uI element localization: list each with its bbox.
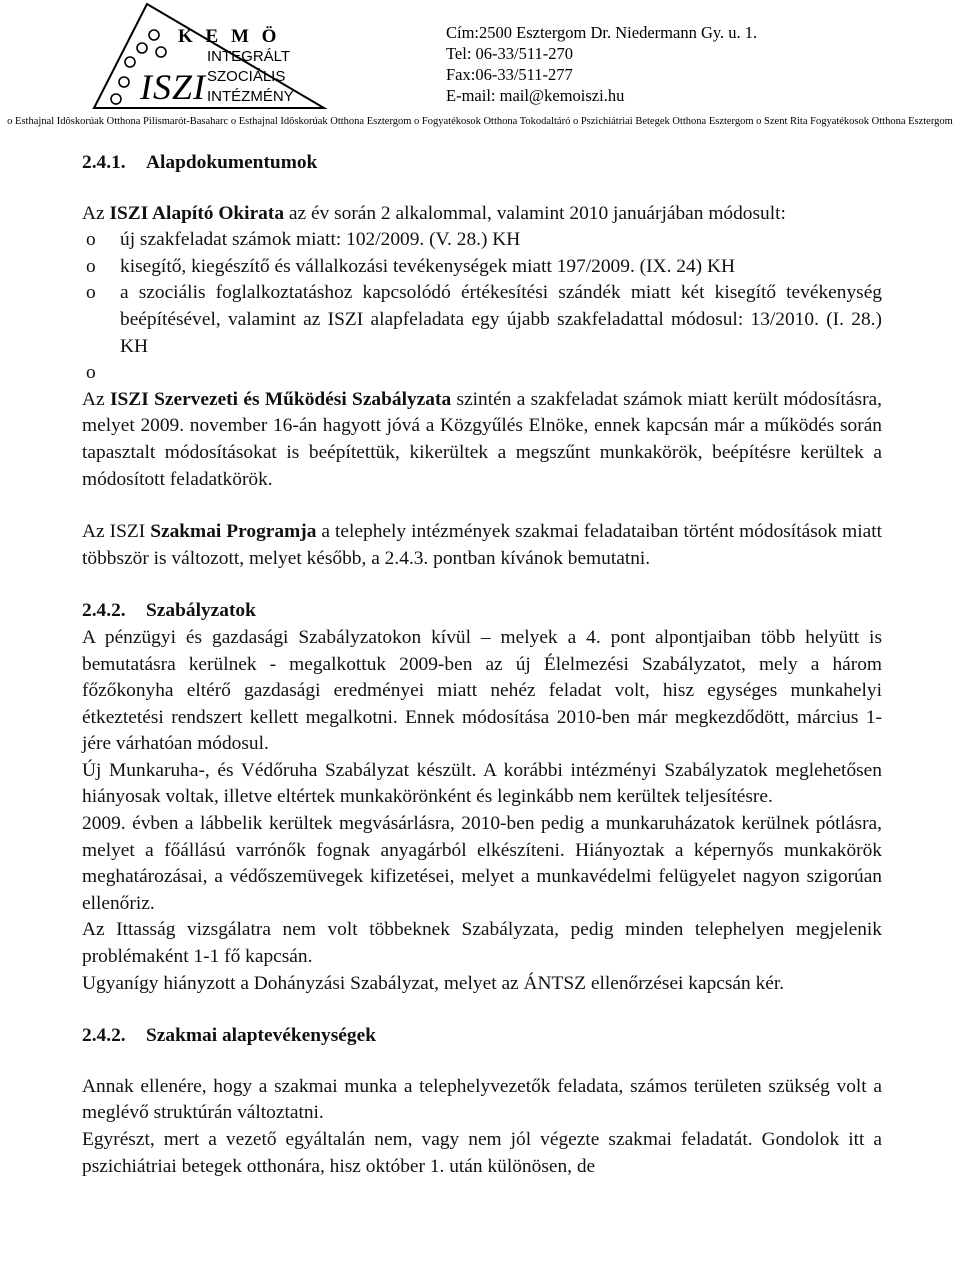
contact-tel: Tel: 06-33/511-270 [446, 44, 574, 63]
paragraph: Egyrészt, mert a vezető egyáltalán nem, vagy nem jól végezte szakmai feladatát. Gondolok itt a pszichiátriai betegek otthonára, hisz október 1. után különösen, de [82, 1129, 882, 1177]
list-item-text: új szakfeladat számok miatt: 102/2009. (V. 28.) KH [120, 229, 521, 251]
contact-block [446, 22, 757, 106]
paragraph: Új Munkaruha-, és Védőruha Szabályzat készült. A korábbi intézményi Szabályzatok meglehetősen hiányosak voltak, illetve eltértek munkakörönként és leginkább nem kerültek teljesítésre. [82, 759, 882, 808]
paragraph: Ugyanígy hiányzott a Dohányzási Szabályzat, melyet az ÁNTSZ ellenőrzései kapcsán kér. [82, 972, 785, 994]
paragraph: A pénzügyi és gazdasági Szabályzatokon kívül – melyek a 4. pont alpontjaiban több helyütt is bemutatásra kerülnek - megalkottuk 2009-ben az új Élelmezési Szabályzatot, mely a három főzőkonyha eltérő gazdasági eredményei miatt nehéz feladat volt, hisz egységes munkahelyi étkeztetési rendszert kellett megalkotni. Ennek módosítása 2010-ben már megkezdődött, március 1-jére várhatóan módosul. [82, 626, 882, 755]
section-heading-alapdokumentumok [82, 150, 882, 177]
bullet-list [82, 227, 882, 387]
list-item [82, 254, 882, 281]
bullet-marker: o [86, 229, 96, 251]
contact-address: Cím:2500 Esztergom Dr. Niedermann Gy. u. 1. [446, 23, 758, 42]
list-item-text: a szociális foglalkoztatáshoz kapcsolódó értékesítési szándék miatt két kisegítő tevékenység beépítésével, valamint az ISZI alapfeladata egy újabb szakfeladattal módosul: 13/2010. (I. 28.) KH [120, 282, 882, 357]
emphasis: Szakmai Programja [150, 521, 317, 543]
text: Az [82, 388, 110, 410]
list-item [82, 360, 882, 387]
paragraph-szmsz [82, 387, 882, 493]
section-number: 2.4.1. [82, 152, 126, 173]
sites-line: o Esthajnal Idôskorúak Otthona Pilismarót-Basaharc o Esthajnal Idôskorúak Otthona Esztergom o Fogyatékosok Otthona Tokodaltáró o Pszichiátriai Betegek Otthona Esztergom o Szent Rita Fogyatékosok Otthona Esztergom [7, 116, 953, 127]
bullet-marker: o [86, 255, 96, 277]
section-heading-szakmai-alaptevekenysegek [82, 1023, 882, 1050]
paragraph-szakmai-program [82, 519, 882, 572]
paragraph-alapito-okirat [82, 201, 882, 228]
document-body [82, 150, 882, 1180]
text: a telephely intézmények szakmai feladataiban történt módosítások miatt többször is változott, melyet később, a 2.4.3. pontban kívánok bemutatni. [82, 521, 882, 569]
section-number: 2.4.2. [82, 1025, 126, 1047]
emphasis: ISZI Szervezeti és Működési Szabályzata [109, 388, 452, 410]
list-item [82, 227, 882, 254]
section-title: Szakmai alaptevékenységek [146, 1025, 376, 1047]
list-item [82, 280, 882, 360]
logo-mark: ISZI [140, 67, 206, 107]
section-title: Alapdokumentumok [146, 152, 318, 173]
logo-line-1: INTEGRÁLT [207, 48, 291, 65]
emphasis: ISZI Alapító Okirata [109, 202, 285, 224]
text: Az [82, 202, 110, 224]
text: Az ISZI [82, 521, 151, 543]
list-item-text: kisegítő, kiegészítő és vállalkozási tevékenységek miatt 197/2009. (IX. 24) KH [120, 255, 735, 277]
paragraph: 2009. évben a lábbelik kerültek megvásárlásra, 2010-ben pedig a munkaruházatok kerülnek pótlásra, melyet a főállású varrónők fognak anyagárból elkészíteni. Hiányoztak a képernyős munkakörök meghatározásai, a védőszemüvegek kifizetései, melyet a munkavédelmi felügyelet nagyon szigorúan ellenőriz. [82, 813, 882, 914]
logo-line-3: INTÉZMÉNY [207, 88, 294, 105]
bullet-marker: o [86, 362, 96, 384]
paragraph: Az Ittasság vizsgálatra nem volt többeknek Szabályzata, pedig minden telephelyen megjelenik problémaként 1-1 fő kapcsán. [82, 919, 882, 968]
contact-fax: Fax:06-33/511-277 [446, 65, 573, 84]
bullet-marker: o [86, 282, 96, 304]
section-number: 2.4.2. [82, 600, 126, 622]
logo-line-2: SZOCIÁLIS [207, 68, 286, 85]
contact-email[interactable]: E-mail: mail@kemoiszi.hu [446, 86, 625, 105]
section-heading-szabalyzatok [82, 598, 882, 625]
text: szintén a szakfeladat számok miatt került módosításra, melyet 2009. november 16-án hagyott jóvá a Közgyűlés Elnöke, ennek kapcsán már a működés során tapasztalt módosításokat is beépítettük, kikerültek a megszűnt munkakörök, beépítésre kerültek a módosított feladatkörök. [82, 388, 882, 490]
section-title: Szabályzatok [146, 600, 256, 622]
text: az év során 2 alkalommal, valamint 2010 januárjában módosult: [284, 202, 786, 224]
paragraph: Annak ellenére, hogy a szakmai munka a telephelyvezetők feladata, számos területen szükség volt a meglévő struktúrán változtatni. [82, 1075, 882, 1124]
logo-name: K E M Ö [178, 26, 281, 47]
